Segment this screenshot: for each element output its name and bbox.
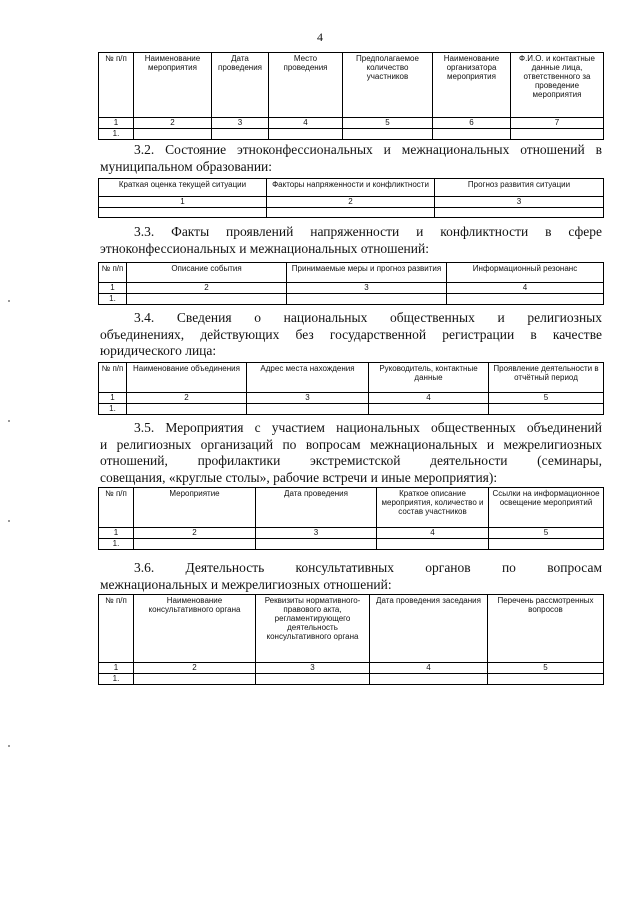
section-3-6-heading <box>100 560 602 593</box>
section-line: объединениях, действующих без государственной регистрации в качестве <box>100 326 602 342</box>
table-header-cell: Дата проведения заседания <box>370 595 488 663</box>
table-header-cell: Принимаемые меры и прогноз развития <box>287 263 447 283</box>
table-number-row <box>99 663 604 674</box>
table-header-cell: Информационный резонанс <box>447 263 604 283</box>
table-row <box>99 404 604 415</box>
table-cell <box>447 294 604 305</box>
consultative-bodies-table <box>98 594 604 685</box>
column-number: 2 <box>267 197 435 208</box>
table-header-cell: Наименование объединения <box>127 363 247 393</box>
column-number: 2 <box>134 528 256 539</box>
section-line: 3.6. Деятельность консультативных органов по вопросам <box>134 560 602 575</box>
table-cell <box>134 129 212 140</box>
table-cell <box>433 129 511 140</box>
table-header-cell: Прогноз развития ситуации <box>435 179 604 197</box>
table-cell <box>256 539 377 550</box>
column-number: 5 <box>489 393 604 404</box>
table-cell <box>511 129 604 140</box>
column-number: 5 <box>343 118 433 129</box>
table-header-cell: Дата проведения <box>212 53 269 118</box>
events-table <box>98 52 604 140</box>
column-number: 7 <box>511 118 604 129</box>
section-3-2-heading <box>100 142 602 175</box>
scan-mark <box>8 300 10 302</box>
column-number: 3 <box>256 663 370 674</box>
column-number: 1 <box>99 197 267 208</box>
table-header-cell: Реквизиты нормативного-правового акта, регламентирующего деятельность консультативного органа <box>256 595 370 663</box>
table-cell <box>247 404 369 415</box>
column-number: 5 <box>488 663 604 674</box>
table-header-cell: Описание события <box>127 263 287 283</box>
column-number: 4 <box>370 663 488 674</box>
table-number-row <box>99 197 604 208</box>
row-label: 1. <box>99 674 134 685</box>
table-number-row <box>99 528 604 539</box>
table-header-cell: Дата проведения <box>256 488 377 528</box>
table-cell <box>134 674 256 685</box>
section-line: юридического лица: <box>100 343 217 358</box>
table-number-row <box>99 118 604 129</box>
table-header-cell: Место проведения <box>269 53 343 118</box>
section-line: отношений, профилактики экстремистской деятельности (семинары, <box>100 453 602 468</box>
unregistered-associations-table <box>98 362 604 415</box>
section-line: 3.2. Состояние этноконфессиональных и межнациональных отношений в <box>134 142 602 157</box>
column-number: 1 <box>99 528 134 539</box>
column-number: 4 <box>447 283 604 294</box>
table-header-cell: № п/п <box>99 363 127 393</box>
table-cell <box>377 539 489 550</box>
column-number: 4 <box>269 118 343 129</box>
table-header-row <box>99 595 604 663</box>
table-header-cell: Факторы напряженности и конфликтности <box>267 179 435 197</box>
table-cell <box>99 208 267 218</box>
column-number: 4 <box>377 528 489 539</box>
table-cell <box>127 404 247 415</box>
row-label: 1. <box>99 404 127 415</box>
section-line: 3.5. Мероприятия с участием национальных общественных объединений <box>134 420 602 435</box>
conflict-facts-table <box>98 262 604 305</box>
table-cell <box>212 129 269 140</box>
section-line: 3.4. Сведения о национальных общественных и религиозных <box>134 310 602 325</box>
column-number: 1 <box>99 118 134 129</box>
table-row <box>99 208 604 218</box>
scan-mark <box>8 520 10 522</box>
table-header-cell: № п/п <box>99 595 134 663</box>
scan-mark <box>8 420 10 422</box>
table-header-cell: Наименование консультативного органа <box>134 595 256 663</box>
section-line: этноконфессиональных и межнациональных отношений: <box>100 240 429 256</box>
column-number: 4 <box>369 393 489 404</box>
column-number: 1 <box>99 283 127 294</box>
table-header-row <box>99 53 604 118</box>
table-cell <box>435 208 604 218</box>
column-number: 1 <box>99 663 134 674</box>
table-header-cell: Мероприятие <box>134 488 256 528</box>
table-header-cell: Предполагаемое количество участников <box>343 53 433 118</box>
table-header-cell: Краткая оценка текущей ситуации <box>99 179 267 197</box>
table-row <box>99 674 604 685</box>
table-header-cell: № п/п <box>99 53 134 118</box>
table-cell <box>267 208 435 218</box>
column-number: 1 <box>99 393 127 404</box>
table-cell <box>127 294 287 305</box>
table-cell <box>489 404 604 415</box>
column-number: 2 <box>127 283 287 294</box>
situation-table <box>98 178 604 218</box>
table-cell <box>370 674 488 685</box>
table-cell <box>269 129 343 140</box>
table-cell <box>489 539 604 550</box>
column-number: 2 <box>127 393 247 404</box>
column-number: 2 <box>134 663 256 674</box>
table-row <box>99 129 604 140</box>
section-line: и религиозных организаций по вопросам межнациональных и межрелигиозных <box>100 436 602 452</box>
page-number: 4 <box>317 30 323 44</box>
table-cell <box>343 129 433 140</box>
section-3-4-heading <box>100 310 602 360</box>
row-label: 1. <box>99 294 127 305</box>
table-header-row <box>99 488 604 528</box>
table-header-cell: Наименование мероприятия <box>134 53 212 118</box>
row-label: 1. <box>99 129 134 140</box>
section-line: межнациональных и межрелигиозных отношений: <box>100 576 392 592</box>
column-number: 2 <box>134 118 212 129</box>
column-number: 3 <box>247 393 369 404</box>
table-cell <box>369 404 489 415</box>
section-line: совещания, «круглые столы», рабочие встречи и иные мероприятия): <box>100 469 498 485</box>
column-number: 5 <box>489 528 604 539</box>
table-cell <box>287 294 447 305</box>
table-number-row <box>99 283 604 294</box>
table-row <box>99 294 604 305</box>
table-header-cell: Краткое описание мероприятия, количество и состав участников <box>377 488 489 528</box>
row-label: 1. <box>99 539 134 550</box>
table-header-cell: Ф.И.О. и контактные данные лица, ответственного за проведение мероприятия <box>511 53 604 118</box>
table-header-cell: Наименование организатора мероприятия <box>433 53 511 118</box>
table-header-cell: Руководитель, контактные данные <box>369 363 489 393</box>
column-number: 3 <box>212 118 269 129</box>
table-row <box>99 539 604 550</box>
column-number: 3 <box>287 283 447 294</box>
column-number: 3 <box>435 197 604 208</box>
column-number: 3 <box>256 528 377 539</box>
table-header-cell: № п/п <box>99 488 134 528</box>
table-header-row <box>99 179 604 197</box>
table-header-cell: Перечень рассмотренных вопросов <box>488 595 604 663</box>
table-header-cell: Проявление деятельности в отчётный период <box>489 363 604 393</box>
table-header-cell: Ссылки на информационное освещение мероприятий <box>489 488 604 528</box>
column-number: 6 <box>433 118 511 129</box>
table-number-row <box>99 393 604 404</box>
section-3-5-heading <box>100 420 602 486</box>
table-cell <box>134 539 256 550</box>
section-line: 3.3. Факты проявлений напряженности и конфликтности в сфере <box>134 224 602 239</box>
section-3-3-heading <box>100 224 602 257</box>
table-header-row <box>99 363 604 393</box>
table-cell <box>488 674 604 685</box>
table-header-cell: № п/п <box>99 263 127 283</box>
table-header-row <box>99 263 604 283</box>
section-line: муниципальном образовании: <box>100 158 273 174</box>
table-header-cell: Адрес места нахождения <box>247 363 369 393</box>
scan-mark <box>8 745 10 747</box>
joint-events-table <box>98 487 604 550</box>
table-cell <box>256 674 370 685</box>
